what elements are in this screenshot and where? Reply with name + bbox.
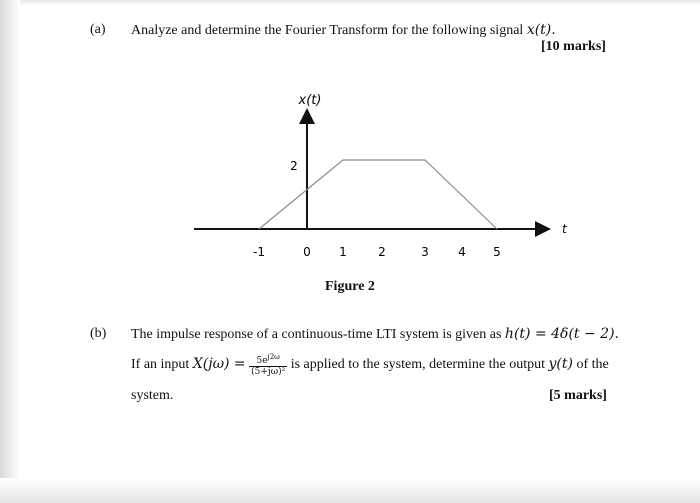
- fraction-numerator: [249, 352, 287, 367]
- part-b-line1-text: The impulse response of a continuous-time LTI system is given as: [131, 327, 502, 342]
- part-b-line3: system.: [131, 388, 174, 403]
- x-tick-label: 2: [378, 245, 386, 259]
- part-b-marks: [5 marks]: [549, 388, 607, 403]
- part-b-line2-prefix: If an input: [131, 357, 190, 372]
- part-b-line2-suffix-b: of the: [576, 357, 609, 372]
- input-spectrum: X(jω) =: [192, 356, 246, 372]
- x-tick-label: 3: [421, 245, 429, 259]
- part-a-question-text: Analyze and determine the Fourier Transform for the following signal: [131, 23, 524, 38]
- y-axis-label: x(t): [298, 93, 322, 108]
- numerator-exponent: j2ω: [267, 353, 280, 362]
- numerator-base: 5e: [256, 356, 268, 367]
- figure-caption: Figure 2: [325, 279, 375, 294]
- part-a-label: (a): [90, 22, 106, 37]
- output-signal: y(t): [548, 356, 573, 372]
- x-tick-label: 5: [493, 245, 501, 259]
- x-tick-label: -1: [253, 245, 265, 259]
- input-fraction: [249, 352, 287, 377]
- x-tick-label: 1: [339, 245, 347, 259]
- x-tick-label: 4: [458, 245, 466, 259]
- part-b-label: (b): [90, 326, 107, 341]
- impulse-response: h(t) = 4δ(t − 2).: [504, 326, 619, 342]
- part-a-signal: x(t).: [526, 22, 556, 38]
- part-b-line2-suffix-a: is applied to the system, determine the output: [290, 357, 545, 372]
- part-b-line1: [131, 326, 619, 343]
- fraction-denominator: (5+jω)²: [251, 367, 286, 378]
- x-tick-label: 0: [303, 245, 311, 259]
- level-label: 2: [290, 159, 298, 173]
- x-tick-labels: [253, 245, 501, 259]
- part-a-marks: [10 marks]: [541, 39, 606, 54]
- part-b-line2: [131, 352, 609, 377]
- x-axis-label: t: [562, 222, 567, 236]
